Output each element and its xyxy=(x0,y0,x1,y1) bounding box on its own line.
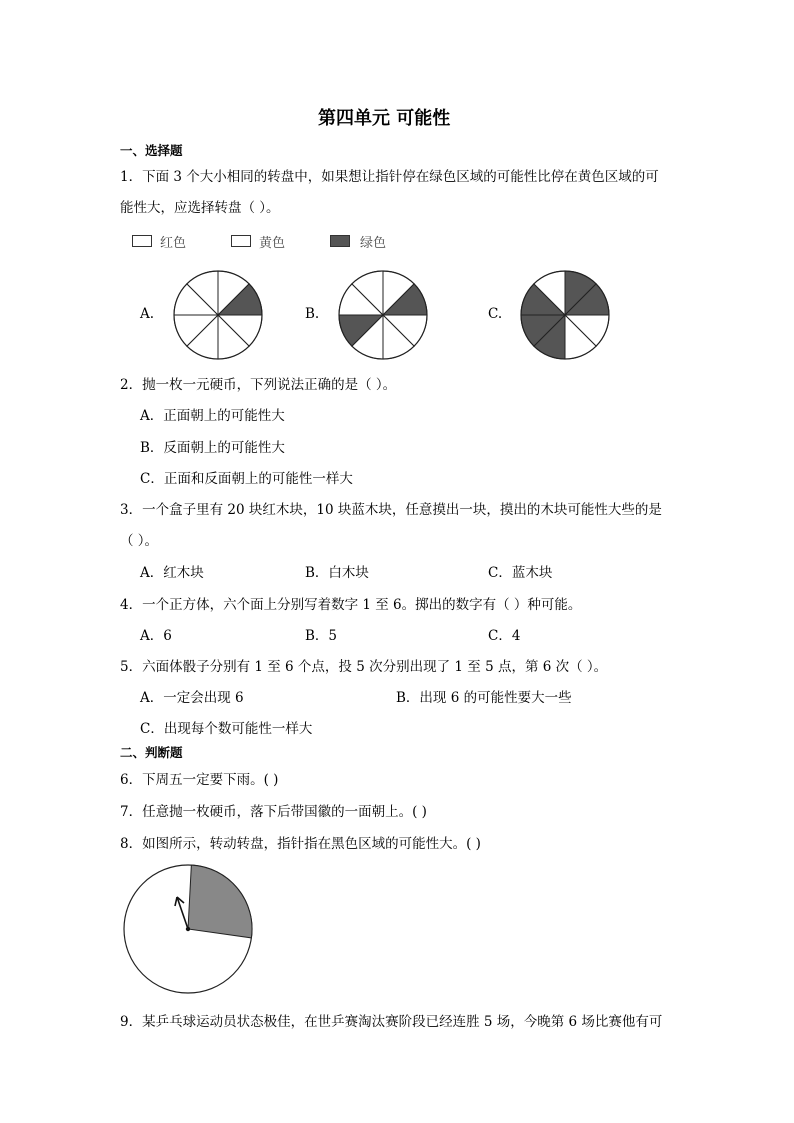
question-3-option-a: A．红木块 xyxy=(140,565,204,581)
question-2-stem: 2．抛一枚一元硬币，下列说法正确的是（ ）。 xyxy=(120,377,397,393)
question-1-line-1: 1．下面 3 个大小相同的转盘中，如果想让指针停在绿色区域的可能性比停在黄色区域的可 xyxy=(120,169,659,185)
question-3-option-b: B．白木块 xyxy=(305,565,369,581)
question-2-option-a: A．正面朝上的可能性大 xyxy=(140,408,285,424)
question-1-line-2: 能性大，应选择转盘（ ）。 xyxy=(120,200,280,216)
black-sector xyxy=(188,865,252,938)
question-5-stem: 5．六面体骰子分别有 1 至 6 个点，投 5 次分别出现了 1 至 5 点，第 6 次（ ）。 xyxy=(120,659,608,675)
legend-label-green: 绿色 xyxy=(360,236,387,251)
question-4-option-b: B．5 xyxy=(305,628,338,644)
question-4-stem: 4．一个正方体，六个面上分别写着数字 1 至 6。掷出的数字有（ ）种可能。 xyxy=(120,597,582,613)
question-4-option-a: A．6 xyxy=(140,628,172,644)
question-7-stem: 7．任意抛一枚硬币，落下后带国徽的一面朝上。( ) xyxy=(120,804,427,820)
question-5-option-a: A．一定会出现 6 xyxy=(140,690,244,706)
legend-swatch-red xyxy=(132,235,152,247)
question-4-option-c: C．4 xyxy=(488,628,521,644)
section-choice-heading: 一、选择题 xyxy=(120,143,183,158)
legend-swatch-green xyxy=(330,235,350,247)
question-2-option-b: B．反面朝上的可能性大 xyxy=(140,440,285,456)
question-9-line-1: 9．某乒乓球运动员状态极佳，在世乒赛淘汰赛阶段已经连胜 5 场，今晚第 6 场比赛他有可 xyxy=(120,1014,663,1030)
page-title: 第四单元 可能性 xyxy=(318,108,451,129)
spinner-c xyxy=(519,269,611,361)
spinner-c-label: C. xyxy=(488,306,503,322)
legend-label-yellow: 黄色 xyxy=(259,236,286,251)
question-3-line-2: （ ）。 xyxy=(120,533,159,549)
question-3-line-1: 3．一个盒子里有 20 块红木块，10 块蓝木块，任意摸出一块，摸出的木块可能性大些的是 xyxy=(120,502,662,518)
question-2-option-c: C．正面和反面朝上的可能性一样大 xyxy=(140,471,353,487)
question-5-option-b: B．出现 6 的可能性要大一些 xyxy=(396,690,572,706)
legend-label-red: 红色 xyxy=(160,236,187,251)
spinner-a-label: A. xyxy=(140,306,155,322)
section-judge-heading: 二、判断题 xyxy=(120,745,183,760)
spinner-b xyxy=(337,269,429,361)
question-6-stem: 6．下周五一定要下雨。( ) xyxy=(120,772,279,788)
legend-swatch-yellow xyxy=(231,235,251,247)
spinner-b-label: B. xyxy=(305,306,320,322)
pointer-pivot xyxy=(186,927,190,931)
spinner-a xyxy=(172,269,264,361)
question-3-option-c: C．蓝木块 xyxy=(488,565,553,581)
question-8-stem: 8．如图所示，转动转盘，指针指在黑色区域的可能性大。( ) xyxy=(120,836,481,852)
question-8-spinner xyxy=(122,862,256,996)
question-5-option-c: C．出现每个数可能性一样大 xyxy=(140,721,313,737)
